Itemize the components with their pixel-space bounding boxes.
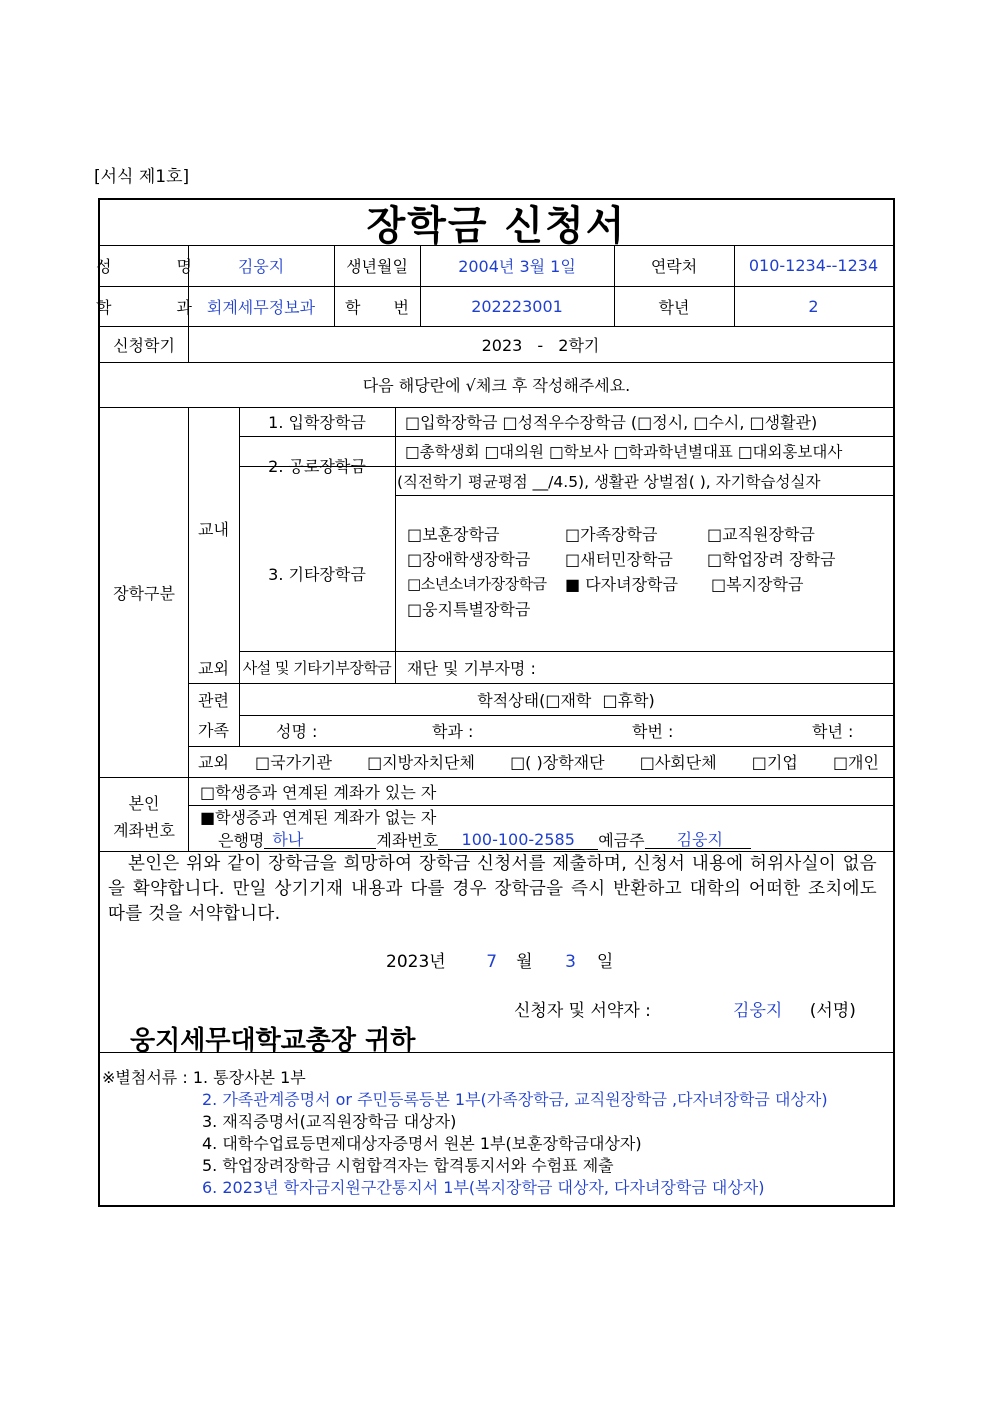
date-month: 7 [486,952,498,972]
form-number: [서식 제1호] [94,167,190,187]
option-social[interactable]: □사회단체 [639,753,717,772]
holder-label: 예금주 [598,831,645,850]
option-family[interactable]: □가족장학금 [565,525,658,544]
semester-label: 신청학기 [113,335,175,355]
contact-value: 010-1234--1234 [748,256,879,275]
account-number-label: 계좌번호 [376,831,439,850]
attachment-4: 4. 대학수업료등면제대상자증명서 원본 1부(보훈장학금대상자) [202,1134,642,1153]
application-form [98,198,895,1207]
option-staff[interactable]: □교직원장학금 [707,525,815,544]
external-options [255,746,879,777]
attachment-3: 3. 재직증명서(교직원장학금 대상자) [202,1112,457,1131]
attachment-2: 2. 가족관계증명서 or 주민등록등본 1부(가족장학금, 교직원장학금 ,다자녀장학금 대상자) [202,1090,828,1109]
option-study-encourage[interactable]: □학업장려 장학금 [707,550,836,569]
signer-label: 신청자 및 서약자 : [514,1001,651,1021]
date-day-unit: 일 [596,952,614,972]
account-number-value[interactable]: 100-100-2585 [438,830,598,850]
option-disabled[interactable]: □장애학생장학금 [407,550,531,569]
application-date [386,947,613,972]
date-year: 2023년 [386,952,446,972]
family-label-2: 가족 [198,720,229,740]
entrance-scholarship-options[interactable]: □입학장학금 □성적우수장학금 (□정시, □수시, □생활관) [405,413,818,432]
form-title: 장학금 신청서 [366,203,627,249]
bank-value[interactable]: 하나 [264,830,376,849]
attachment-6: 6. 2023년 학자금지원구간통지서 1부(복지장학금 대상자, 다자녀장학금 대상자) [202,1178,765,1197]
semester-value: 2023 - 2학기 [481,335,600,355]
external-label-2: 교외 [198,753,229,772]
attachments [102,1067,828,1199]
option-veterans[interactable]: □보훈장학금 [407,525,500,544]
dept-label: 학 과 [96,297,222,317]
option-individual[interactable]: □개인 [832,753,879,772]
donor-label: 재단 및 기부자명 : [407,658,536,678]
grade-value: 2 [808,296,819,316]
account-linked-option[interactable]: □학생증과 연계된 계좌가 있는 자 [200,782,437,802]
pledge-text: 본인은 위와 같이 장학금을 희망하여 장학금 신청서를 제출하며, 신청서 내용에 허위사실이 없음을 확약합니다. 만일 상기기재 내용과 다를 경우 장학금을 즉시 반환하고 대학의 어떠한 조치에도 따를 것을 서약합니다. [108,854,877,924]
family-label-1: 관련 [198,690,229,710]
option-welfare[interactable]: □복지장학금 [711,575,804,594]
account-unlinked-option[interactable]: ■학생증과 연계된 계좌가 없는 자 [200,807,437,827]
family-dept-field[interactable]: 학과 : [432,722,474,741]
option-company[interactable]: □기업 [751,753,798,772]
family-fields [276,715,866,746]
academic-status[interactable]: 학적상태(□재학 □휴학) [477,690,655,710]
other-scholarship-label: 3. 기타장학금 [268,564,366,584]
option-national[interactable]: □국가기관 [255,753,332,772]
date-day: 3 [565,952,576,972]
option-woongji-special[interactable]: □웅지특별장학금 [407,600,531,619]
student-id-value: 202223001 [471,296,563,316]
signer-suffix: (서명) [809,1001,856,1021]
option-foundation[interactable]: □( )장학재단 [510,753,605,772]
option-multi-child[interactable]: ■ 다자녀장학금 [565,575,678,594]
contact-label: 연락처 [650,257,698,276]
attachment-1: 1. 통장사본 1부 [192,1068,306,1087]
date-month-unit: 월 [516,952,533,972]
name-label: 성 명 [96,257,222,276]
name-value: 김웅지 [237,257,285,276]
dept-value: 회계세무정보과 [206,297,316,317]
campus-label: 교내 [198,520,229,539]
external-label: 교외 [198,658,229,678]
service-scholarship-note: (직전학기 평균평점 __/4.5), 생활관 상벌점( ), 자기학습성실자 [397,472,821,491]
attachment-5: 5. 학업장려장학금 시험합격자는 합격통지서와 수험표 제출 [202,1156,614,1175]
category-label: 장학구분 [113,583,175,603]
grade-label: 학년 [658,297,690,317]
other-scholarship-options [407,522,835,622]
family-grade-field[interactable]: 학년 : [812,722,854,741]
birth-label: 생년월일 [346,257,408,276]
option-local-gov[interactable]: □지방자치단체 [367,753,475,772]
family-sid-field[interactable]: 학번 : [632,722,674,741]
family-name-field[interactable]: 성명 : [276,722,318,741]
service-scholarship-label: 2. 공로장학금 [268,457,366,476]
attachments-label: ※별첨서류 : [102,1068,188,1087]
account-label-2: 계좌번호 [113,820,175,840]
signer-name[interactable]: 김웅지 [733,1001,783,1021]
student-id-label: 학 번 [345,297,423,317]
recipient: 웅지세무대학교총장 귀하 [130,1026,416,1056]
option-defector[interactable]: □새터민장학금 [565,550,673,569]
account-label-1: 본인 [128,793,160,813]
entrance-scholarship-label: 1. 입학장학금 [268,413,366,432]
holder-value[interactable]: 김웅지 [645,830,751,849]
option-youth-head[interactable]: □소년소녀가장장학금 [407,575,547,593]
private-scholarship-label: 사설 및 기타기부장학금 [242,658,392,677]
signer [514,996,856,1021]
service-scholarship-options[interactable]: □총학생회 □대의원 □학보사 □학과학년별대표 □대외홍보대사 [405,443,843,461]
instruction-text: 다음 해당란에 √체크 후 작성해주세요. [362,376,631,395]
birth-value: 2004년 3월 1일 [458,257,576,276]
bank-label: 은행명 [218,831,265,850]
account-details [218,828,891,851]
